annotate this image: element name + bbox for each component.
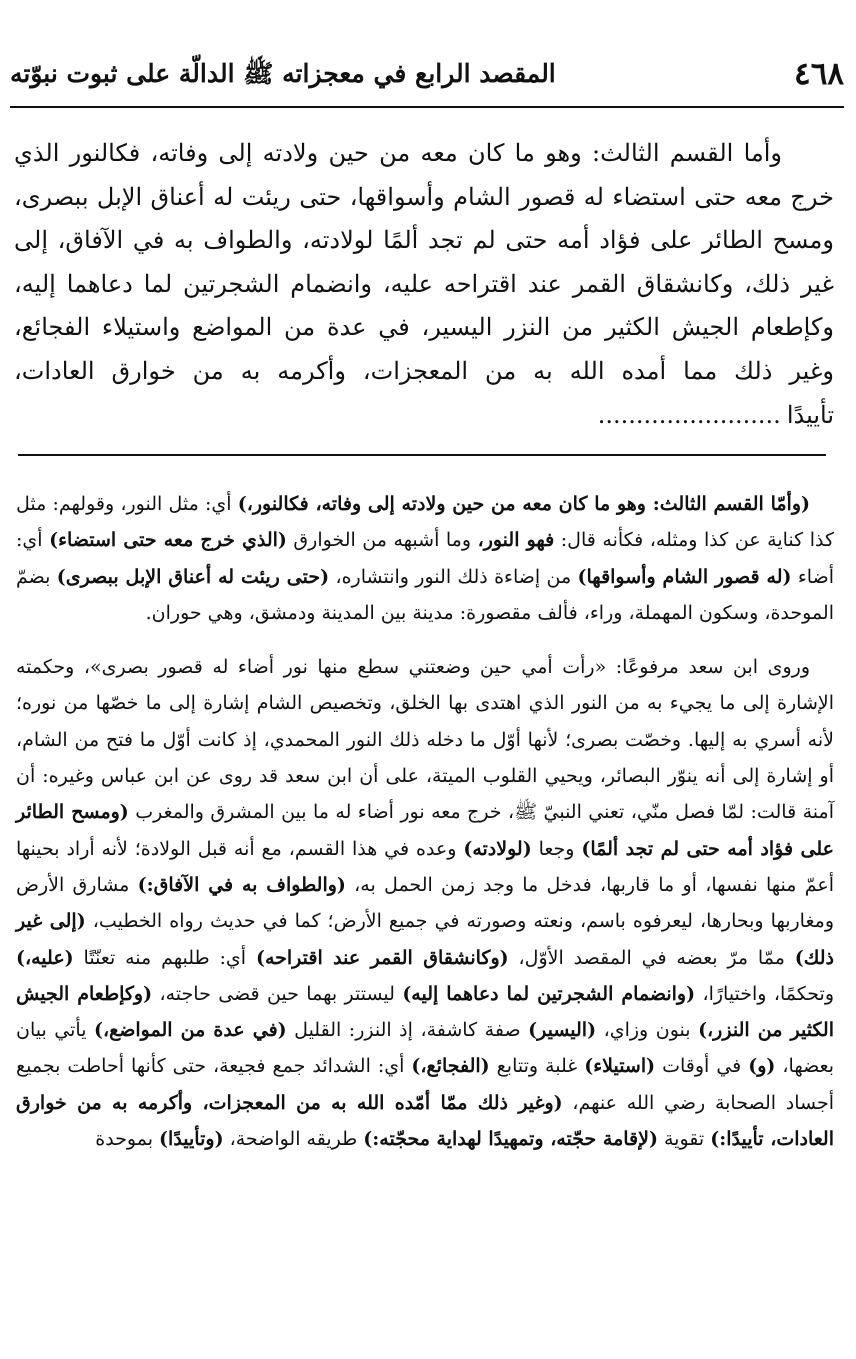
- commentary-segment: أي: مثل النور، وقولهم: مثل كذا كناية عن كذا ومثله، فكأنه قال:: [16, 493, 835, 552]
- quoted-base-text: (وكانشقاق القمر عند اقتراحه): [255, 946, 509, 969]
- main-text: [14, 132, 834, 437]
- commentary-segment: وروى ابن سعد مرفوعًا: «رأت أمي حين وضعتني سطع منها نور أضاء له قصور بصرى»، وحكمته الإشارة إلى ما يجيء به من النور الذي اهتدى بها الخلق، وتخصيص الشام إشارة إلى ما خصّها من نوره؛ لأنه أسري به إليها. وخصّت بصرى؛ لأنها أوّل ما دخله ذلك النور المحمدي، إذ كانت أوّل ما فتح من الشام، أو إشارة إلى أنه ينوّر البصائر، ويحيي القلوب الميتة، على أن ابن سعد قد روى عن ابن عباس وغيره: أن آمنة قالت: لمّا فصل منّي، تعني النبيّ ﷺ، خرج معه نور أضاء له ما بين المشرق والمغرب: [16, 656, 834, 824]
- quoted-base-text: (وأمّا القسم الثالث: وهو ما كان معه من حين ولادته إلى وفاته، فكالنور،): [237, 493, 810, 515]
- running-title: المقصد الرابع في معجزاته ﷺ الدالّة على ثبوت نبوّته: [10, 59, 556, 88]
- quoted-base-text: (اليسير): [528, 1019, 597, 1042]
- continuation-dots: ........................: [597, 400, 781, 429]
- commentary-text: [16, 486, 834, 1157]
- commentary-paragraph-1: [16, 486, 834, 631]
- commentary-segment: صفة كاشفة، إذ النزر: القليل: [286, 1019, 529, 1042]
- quoted-base-text: (الذي خرج معه حتى استضاء): [49, 529, 287, 552]
- quoted-base-text: فهو النور،: [477, 529, 555, 552]
- quoted-base-text: (عليه،): [16, 946, 74, 969]
- commentary-segment: وعده في هذا القسم، مع أنه قبل الولادة؛ لأنه أراد بحينها أعمّ منها نفسها، أو ما قاربها، فدخل ما وجد زمن الحمل به،: [16, 837, 834, 896]
- commentary-segment: أي: أضاء: [16, 529, 835, 588]
- commentary-segment: ممّا مرّ بعضه في المقصد الأوّل،: [508, 946, 795, 969]
- commentary-segment: أي: الشدائد جمع فجيعة، حتى كأنها أحاطت بجميع أجساد الصحابة رضي الله عنهم،: [16, 1055, 834, 1114]
- quoted-base-text: (في عدة من المواضع،): [94, 1019, 287, 1042]
- commentary-segment: وجعا: [531, 837, 582, 860]
- quoted-base-text: (له قصور الشام وأسواقها): [577, 565, 792, 588]
- quoted-base-text: (لولادته): [463, 837, 532, 860]
- quoted-base-text: (إلى غير ذلك): [16, 910, 835, 969]
- quoted-base-text: (وكإطعام الجيش الكثير من النزر،): [16, 982, 834, 1042]
- quoted-base-text: (وتأييدًا): [159, 1128, 224, 1151]
- quoted-base-text: (وغير ذلك ممّا أمّده الله به من المعجزات، وأكرمه به من خوارق العادات، تأييدًا:): [16, 1091, 834, 1151]
- commentary-segment: أي: طلبهم منه تعنّتًا: [73, 946, 256, 969]
- commentary-paragraph-2: [16, 649, 834, 1157]
- page-header: [10, 52, 844, 102]
- main-text-body: وأما القسم الثالث: وهو ما كان معه من حين ولادته إلى وفاته، فكالنور الذي خرج معه حتى استضاء له قصور الشام وأسواقها، حتى ريئت له أعناق الإبل ببصرى، ومسح الطائر على فؤاد أمه حتى لم تجد ألمًا لولادته، والطواف به في الآفاق، إلى غير ذلك، وكانشقاق القمر عند اقتراحه عليه، وانضمام الشجرتين لما دعاهما إليه، وكإطعام الجيش الكثير من النزر اليسير، في عدة من المواضع واستيلاء الفجائع، وغير ذلك مما أمده الله به من المعجزات، وأكرمه به من خوارق العادات، تأييدًا: [14, 139, 835, 429]
- commentary-segment: تقوية: [657, 1128, 711, 1151]
- commentary-segment: يأتي بيان بعضها،: [16, 1019, 835, 1078]
- commentary-segment: غلبة وتتابع: [489, 1055, 585, 1078]
- quoted-base-text: (لإقامة حجّته، وتمهيدًا لهداية محجّته:): [363, 1128, 658, 1151]
- commentary-segment: في أوقات: [655, 1055, 749, 1078]
- main-text-paragraph: [14, 132, 834, 437]
- page-number: ٤٦٨: [794, 56, 844, 92]
- commentary-segment: طريقه الواضحة،: [223, 1128, 364, 1151]
- separator-rule: [18, 454, 826, 456]
- quoted-base-text: (الفجائع،): [411, 1055, 490, 1078]
- commentary-segment: وتحكمًا، واختيارًا،: [695, 982, 834, 1005]
- quoted-base-text: (استيلاء): [584, 1055, 656, 1078]
- quoted-base-text: (و): [748, 1055, 776, 1078]
- commentary-segment: ليستتر بهما حين قضى حاجته،: [152, 982, 403, 1005]
- commentary-segment: بضمّ الموحدة، وسكون المهملة، وراء، فألف مقصورة: مدينة بين المدينة ودمشق، وهي حوران.: [16, 565, 834, 624]
- header-rule: [10, 106, 844, 108]
- commentary-segment: بنون وزاي،: [596, 1019, 699, 1042]
- quoted-base-text: (ومسح الطائر على فؤاد أمه حتى لم تجد ألمًا): [16, 801, 834, 860]
- commentary-segment: مشارق الأرض ومغاربها وبحارها، ليعرفوه باسم، ونعته وصورته في جميع الأرض؛ كما في حديث رواه الخطيب،: [16, 873, 834, 933]
- commentary-segment: بموحدة: [95, 1128, 160, 1151]
- quoted-base-text: (وانضمام الشجرتين لما دعاهما إليه): [402, 982, 696, 1005]
- commentary-segment: وما أشبهه من الخوارق: [286, 529, 478, 552]
- commentary-segment: من إضاءة ذلك النور وانتشاره،: [329, 565, 578, 588]
- quoted-base-text: (حتى ريئت له أعناق الإبل ببصرى): [56, 565, 330, 588]
- quoted-base-text: (والطواف به في الآفاق:): [137, 873, 346, 896]
